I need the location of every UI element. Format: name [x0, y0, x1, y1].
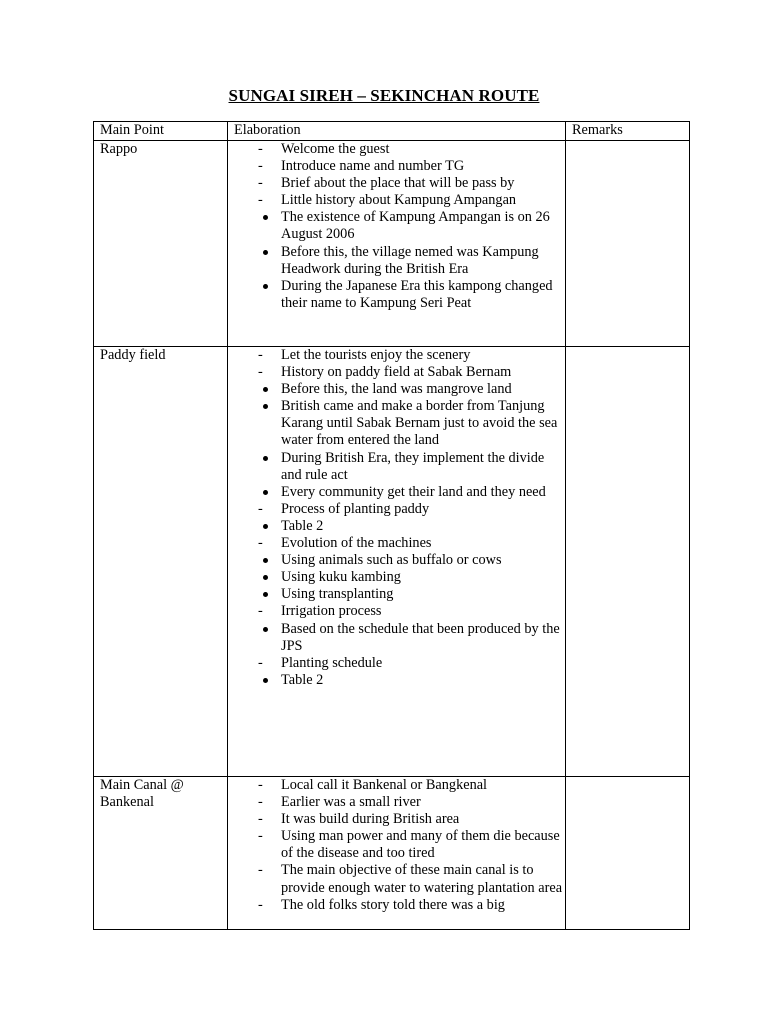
sub-list-container [234, 381, 565, 501]
bullet-item [228, 244, 566, 278]
list-item [234, 897, 565, 914]
sub-list-container [234, 209, 565, 312]
bullet-item [228, 518, 566, 535]
bullet-item [228, 484, 566, 501]
table-row [94, 141, 690, 347]
list-item-text: The main objective of these main canal is to provide enough water to watering plantation area [281, 862, 563, 896]
main-point-cell [94, 777, 228, 930]
dash-marker: - [258, 535, 263, 552]
bullet-item-text: During British Era, they implement the divide and rule act [281, 449, 545, 483]
bullet-item-text: Before this, the land was mangrove land [281, 381, 512, 398]
dash-marker: - [258, 654, 263, 671]
dash-list [234, 347, 565, 689]
dash-marker: - [258, 500, 263, 517]
bullet-icon [263, 250, 268, 255]
bullet-list [228, 381, 566, 501]
list-item [234, 347, 565, 364]
document-title: SUNGAI SIREH – SEKINCHAN ROUTE [228, 86, 540, 105]
bullet-item [228, 552, 566, 569]
dash-marker: - [258, 896, 263, 913]
dash-marker: - [258, 862, 263, 879]
bullet-item-text: Using kuku kambing [281, 569, 401, 586]
list-item-text: The old folks story told there was a big [281, 896, 505, 913]
bullet-item-text: Using transplanting [281, 586, 394, 603]
list-item-text: Brief about the place that will be pass by [281, 175, 515, 192]
bullet-item-text: Based on the schedule that been produced by the JPS [281, 620, 560, 654]
bullet-list [228, 209, 566, 312]
bullet-item [228, 450, 566, 484]
main-point-text: Main Canal @ [100, 777, 184, 793]
list-item-text: Little history about Kampung Ampangan [281, 192, 517, 209]
bullet-icon [263, 387, 268, 392]
bullet-item [228, 209, 566, 243]
bullet-icon [263, 678, 268, 683]
bullet-item-text: Table 2 [281, 517, 324, 534]
list-item-text: Process of planting paddy [281, 500, 430, 517]
bullet-item-text: During the Japanese Era this kampong changed their name to Kampung Seri Peat [281, 277, 553, 311]
main-point-text: Paddy field [100, 347, 166, 363]
list-item-text: History on paddy field at Sabak Bernam [281, 364, 512, 381]
list-item [234, 158, 565, 175]
bullet-item [228, 398, 566, 449]
remarks-cell [566, 141, 690, 347]
dash-list [234, 777, 565, 914]
list-item [234, 501, 565, 518]
list-item [234, 655, 565, 672]
bullet-icon [263, 558, 268, 563]
dash-marker: - [258, 794, 263, 811]
list-item-text: Introduce name and number TG [281, 158, 465, 175]
bullet-icon [263, 524, 268, 529]
dash-marker: - [258, 828, 263, 845]
header-remarks: Remarks [566, 122, 690, 141]
bullet-item-text: Table 2 [281, 671, 324, 688]
elaboration-cell [228, 141, 566, 347]
bullet-item [228, 381, 566, 398]
sub-list-container [234, 518, 565, 535]
list-item [234, 828, 565, 862]
list-item [234, 535, 565, 552]
route-table [93, 121, 690, 930]
main-point-cell [94, 347, 228, 777]
bullet-icon [263, 404, 268, 409]
bullet-item [228, 569, 566, 586]
header-elaboration: Elaboration [228, 122, 566, 141]
bullet-item-text: Before this, the village nemed was Kampung Headwork during the British Era [281, 243, 539, 277]
list-item-text: Earlier was a small river [281, 794, 421, 811]
sub-list-container [234, 621, 565, 655]
sub-list-container [234, 672, 565, 689]
list-item [234, 192, 565, 209]
bullet-item-text: The existence of Kampung Ampangan is on 26 August 2006 [281, 209, 550, 243]
list-item-text: Let the tourists enjoy the scenery [281, 347, 471, 363]
bullet-item [228, 672, 566, 689]
table-row [94, 777, 690, 930]
list-item [234, 862, 565, 896]
list-item-text: Using man power and many of them die because of the disease and too tired [281, 828, 560, 862]
bullet-item [228, 586, 566, 603]
dash-marker: - [258, 347, 263, 363]
bullet-icon [263, 284, 268, 289]
header-main-point: Main Point [94, 122, 228, 141]
dash-marker: - [258, 811, 263, 828]
main-point-text: Bankenal [100, 794, 154, 811]
list-item [234, 175, 565, 192]
list-item-text: Evolution of the machines [281, 535, 432, 552]
dash-list [234, 141, 565, 312]
dash-marker: - [258, 603, 263, 620]
bullet-icon [263, 215, 268, 220]
dash-marker: - [258, 175, 263, 192]
list-item-text: Welcome the guest [281, 141, 390, 157]
list-item-text: Local call it Bankenal or Bangkenal [281, 777, 488, 793]
bullet-icon [263, 575, 268, 580]
bullet-icon [263, 592, 268, 597]
elaboration-cell [228, 777, 566, 930]
list-item-text: It was build during British area [281, 811, 460, 828]
dash-marker: - [258, 777, 263, 793]
remarks-cell [566, 777, 690, 930]
sub-list-container [234, 552, 565, 603]
bullet-item [228, 621, 566, 655]
elaboration-cell [228, 347, 566, 777]
dash-marker: - [258, 158, 263, 175]
main-point-cell [94, 141, 228, 347]
table-header-row [94, 122, 690, 141]
list-item [234, 364, 565, 381]
list-item [234, 811, 565, 828]
list-item [234, 794, 565, 811]
list-item [234, 603, 565, 620]
bullet-item-text: Every community get their land and they need [281, 483, 546, 500]
list-item-text: Irrigation process [281, 603, 382, 620]
bullet-list [228, 672, 566, 689]
bullet-item-text: British came and make a border from Tanjung Karang until Sabak Bernam just to avoid the sea water from entered the land [281, 398, 558, 449]
bullet-icon [263, 456, 268, 461]
bullet-icon [263, 490, 268, 495]
bullet-icon [263, 627, 268, 632]
list-item-text: Planting schedule [281, 654, 383, 671]
main-point-text: Rappo [100, 141, 138, 157]
dash-marker: - [258, 364, 263, 381]
list-item [234, 777, 565, 794]
remarks-cell [566, 347, 690, 777]
bullet-list [228, 518, 566, 535]
bullet-list [228, 552, 566, 603]
dash-marker: - [258, 141, 263, 157]
bullet-item [228, 278, 566, 312]
bullet-item-text: Using animals such as buffalo or cows [281, 552, 502, 569]
list-item [234, 141, 565, 158]
table-row [94, 347, 690, 777]
bullet-list [228, 621, 566, 655]
dash-marker: - [258, 192, 263, 209]
